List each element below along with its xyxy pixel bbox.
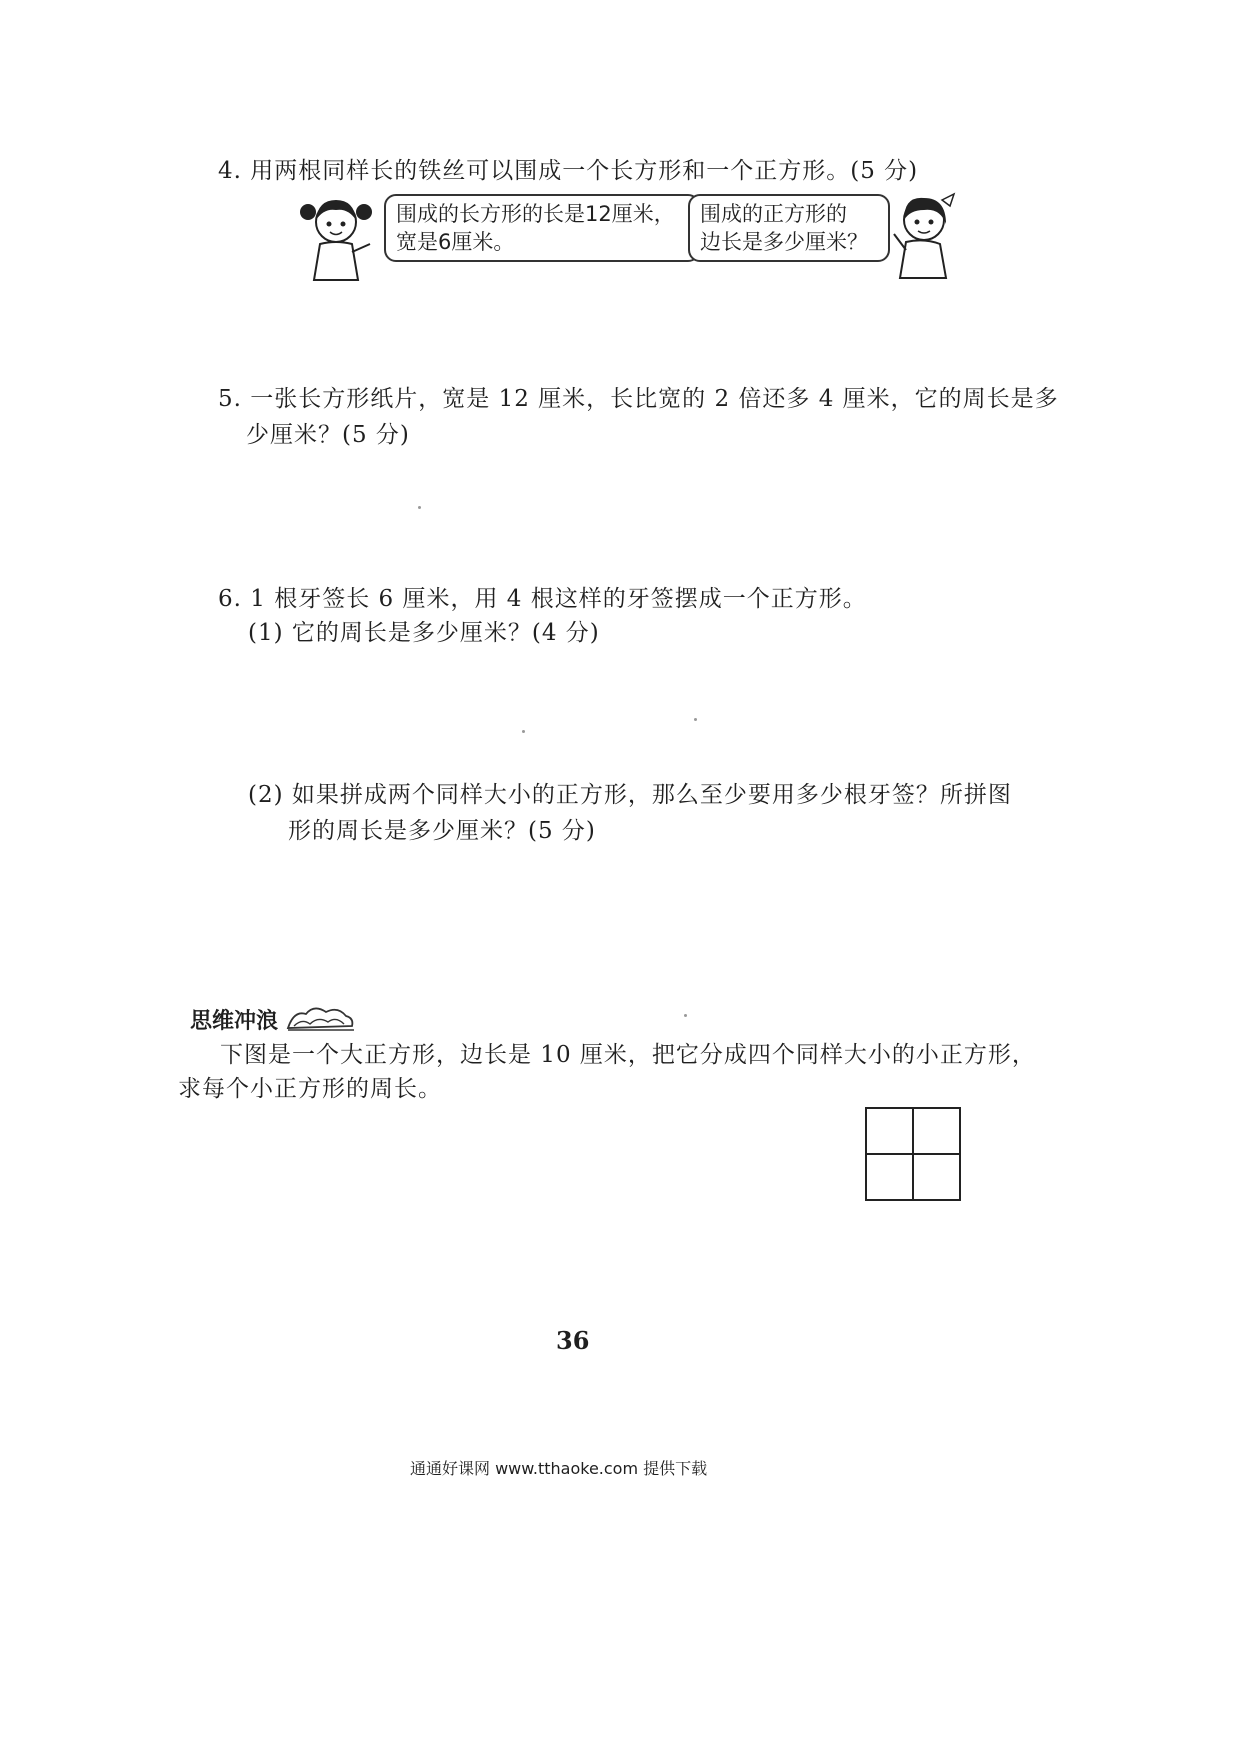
footer-text: 通通好课网 www.tthaoke.com 提供下载 <box>410 1459 708 1478</box>
girl-right-illustration <box>880 190 960 280</box>
wave-icon <box>284 1002 358 1034</box>
speech-bubble-right-line1: 围成的正方形的 <box>700 202 847 226</box>
scan-speck <box>684 1014 687 1017</box>
speech-bubble-left-line1: 围成的长方形的长是12厘米， <box>396 202 675 226</box>
question-6-text: 6. 1 根牙签长 6 厘米，用 4 根这样的牙签摆成一个正方形。 <box>218 586 867 612</box>
question-5-line2: 少厘米？(5 分) <box>246 422 410 448</box>
girl-left-illustration <box>296 192 376 282</box>
speech-bubble-left <box>384 194 700 262</box>
speech-bubble-left-line2: 宽是6厘米。 <box>396 230 515 254</box>
scan-speck <box>418 506 421 509</box>
scan-speck <box>694 718 697 721</box>
speech-bubble-right-line2: 边长是多少厘米？ <box>700 230 868 254</box>
question-4-text: 4. 用两根同样长的铁丝可以围成一个长方形和一个正方形。(5 分) <box>218 158 919 184</box>
challenge-title: 思维冲浪 <box>190 1009 279 1034</box>
challenge-line1: 下图是一个大正方形，边长是 10 厘米，把它分成四个同样大小的小正方形， <box>220 1042 1036 1068</box>
page-number: 36 <box>556 1326 590 1355</box>
question-6-part2-line1: (2) 如果拼成两个同样大小的正方形，那么至少要用多少根牙签？所拼图 <box>248 782 1012 808</box>
question-5-line1: 5. 一张长方形纸片，宽是 12 厘米，长比宽的 2 倍还多 4 厘米，它的周长是多 <box>218 386 1059 412</box>
speech-bubble-right <box>688 194 890 262</box>
question-6-part1: (1) 它的周长是多少厘米？(4 分) <box>248 620 600 646</box>
square-grid-diagram <box>864 1106 964 1204</box>
question-6-part2-line2: 形的周长是多少厘米？(5 分) <box>288 818 596 844</box>
challenge-line2: 求每个小正方形的周长。 <box>178 1076 442 1102</box>
scan-speck <box>522 730 525 733</box>
